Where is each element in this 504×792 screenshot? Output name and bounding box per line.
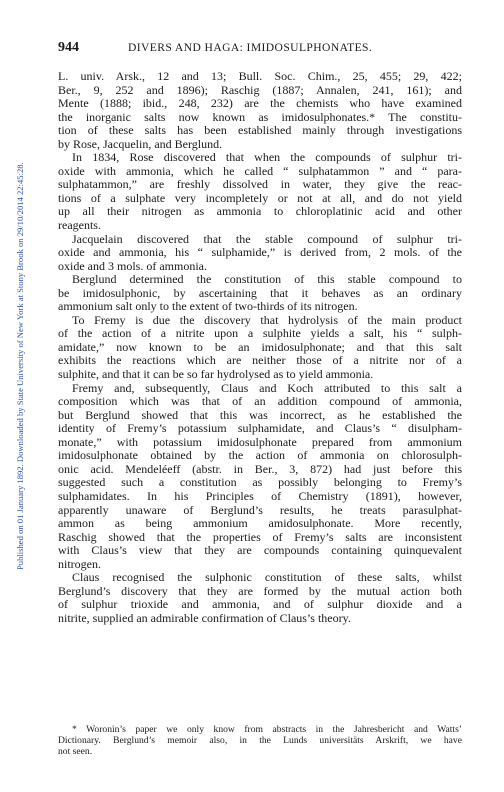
body-line: Fremy and, subsequently, Claus and Koch attributed to this salt a xyxy=(72,380,462,395)
body-line: exhibits the reactions which are neither those of a nitrite nor of a xyxy=(58,353,462,368)
body-line: sulphatammon,” are freshly dissolved in water, they give the reac- xyxy=(58,177,462,192)
body-line: sulphite, and that it can be so far hydrolysed as to yield ammonia. xyxy=(58,367,374,382)
body-line: the inorganic salts now known as imidosulphonates.* The constitu- xyxy=(58,109,462,124)
body-line: tions of a sulphate very incompletely or not at all, and do not yield xyxy=(58,190,462,205)
body-line: with Claus’s view that they are compounds containing quinquevalent xyxy=(58,543,462,558)
body-line: Claus recognised the sulphonic constitution of these salts, whilst xyxy=(72,570,462,585)
body-line: oxide and ammonia, his “ sulphamide,” is derived from, 2 mols. of the xyxy=(58,245,462,260)
body-line: reagents. xyxy=(58,218,101,233)
body-line: Jacquelain discovered that the stable compound of sulphur tri- xyxy=(72,231,462,246)
body-line: suggested such a constitution as possibly belonging to Fremy’s xyxy=(58,475,462,490)
footnote-line: not seen. xyxy=(58,746,93,758)
body-line: ammon as being ammonium amidosulphonate. More recently, xyxy=(58,516,462,531)
body-line: of sulphur trioxide and ammonia, and of sulphur dioxide and a xyxy=(58,597,462,612)
body-line: Berglund’s discovery that they are formed by the mutual action both xyxy=(58,583,462,598)
body-line: To Fremy is due the discovery that hydrolysis of the main product xyxy=(72,312,462,327)
body-line: of the action of a nitrite upon a sulphite yields a salt, his “ sulph- xyxy=(58,326,462,341)
body-line: by Rose, Jacquelin, and Berglund. xyxy=(58,136,223,151)
body-line: Mente (1888; ibid., 248, 232) are the chemists who have examined xyxy=(58,96,462,111)
body-line: sulphamidates. In his Principles of Chemistry (1891), however, xyxy=(58,488,462,503)
body-line: nitrite, supplied an admirable confirmation of Claus’s theory. xyxy=(58,610,351,625)
body-line: composition which was that of an addition compound of ammonia, xyxy=(58,394,462,409)
body-line: up all their nitrogen as ammonia to chloroplatinic acid and other xyxy=(58,204,462,219)
page-header xyxy=(58,40,462,56)
body-line: tion of these salts has been established mainly through investigations xyxy=(58,123,462,138)
body-line: Raschig showed that the properties of Fremy’s salts are inconsistent xyxy=(58,529,462,544)
body-line: oxide with ammonia, which he called “ sulphatammon ” and “ para- xyxy=(58,163,462,178)
running-head: DIVERS AND HAGA: IMIDOSULPHONATES. xyxy=(128,41,373,54)
download-watermark-text: Published on 01 January 1892. Downloaded by State University of New York at Stony Brook on 29/10/2014 22:45:28. xyxy=(15,162,25,570)
body-line: identity of Fremy’s potassium sulphamidate, and Claus’s “ disulpham- xyxy=(58,421,462,436)
body-line: ammonium salt only to the extent of two-thirds of its nitrogen. xyxy=(58,299,358,314)
body-line: amidate,” now known to be an imidosulphonate; and that this salt xyxy=(58,339,462,354)
body-line: onic acid. Mendeléeff (abstr. in Ber., 3, 872) had just before this xyxy=(58,461,462,476)
page-number: 944 xyxy=(58,40,79,55)
body-line: nitrogen. xyxy=(58,556,101,571)
body-line: Ber., 9, 252 and 1896); Raschig (1887; Annalen, 241, 161); and xyxy=(58,82,462,97)
body-line: Berglund determined the constitution of this stable compound to xyxy=(72,272,462,287)
body-line: L. univ. Arsk., 12 and 13; Bull. Soc. Chim., 25, 455; 29, 422; xyxy=(58,69,462,83)
body-line: monate,” with potassium imidosulphonate prepared from ammonium xyxy=(58,434,462,449)
body-line: be imidosulphonic, by ascertaining that it behaves as an ordinary xyxy=(58,285,462,300)
footnote-line: Dictionary. Berglund’s memoir also, in the Lunds universitäts Arskrift, we have xyxy=(58,735,462,747)
body-line: oxide and 3 mols. of ammonia. xyxy=(58,258,207,273)
body-line: apparently unaware of Berglund’s results, he treats parasulphat- xyxy=(58,502,462,517)
footnote xyxy=(58,724,462,758)
article-body xyxy=(58,70,462,625)
body-line: but Berglund showed that this was incorrect, as he established the xyxy=(58,407,462,422)
footnote-line: * Woronin’s paper we only know from abstracts in the Jahresbericht and Watts’ xyxy=(72,724,462,735)
download-watermark xyxy=(3,10,25,570)
body-line: In 1834, Rose discovered that when the compounds of sulphur tri- xyxy=(72,150,462,165)
body-line: imidosulphonate obtained by the action of ammonia on chlorosulph- xyxy=(58,448,462,463)
